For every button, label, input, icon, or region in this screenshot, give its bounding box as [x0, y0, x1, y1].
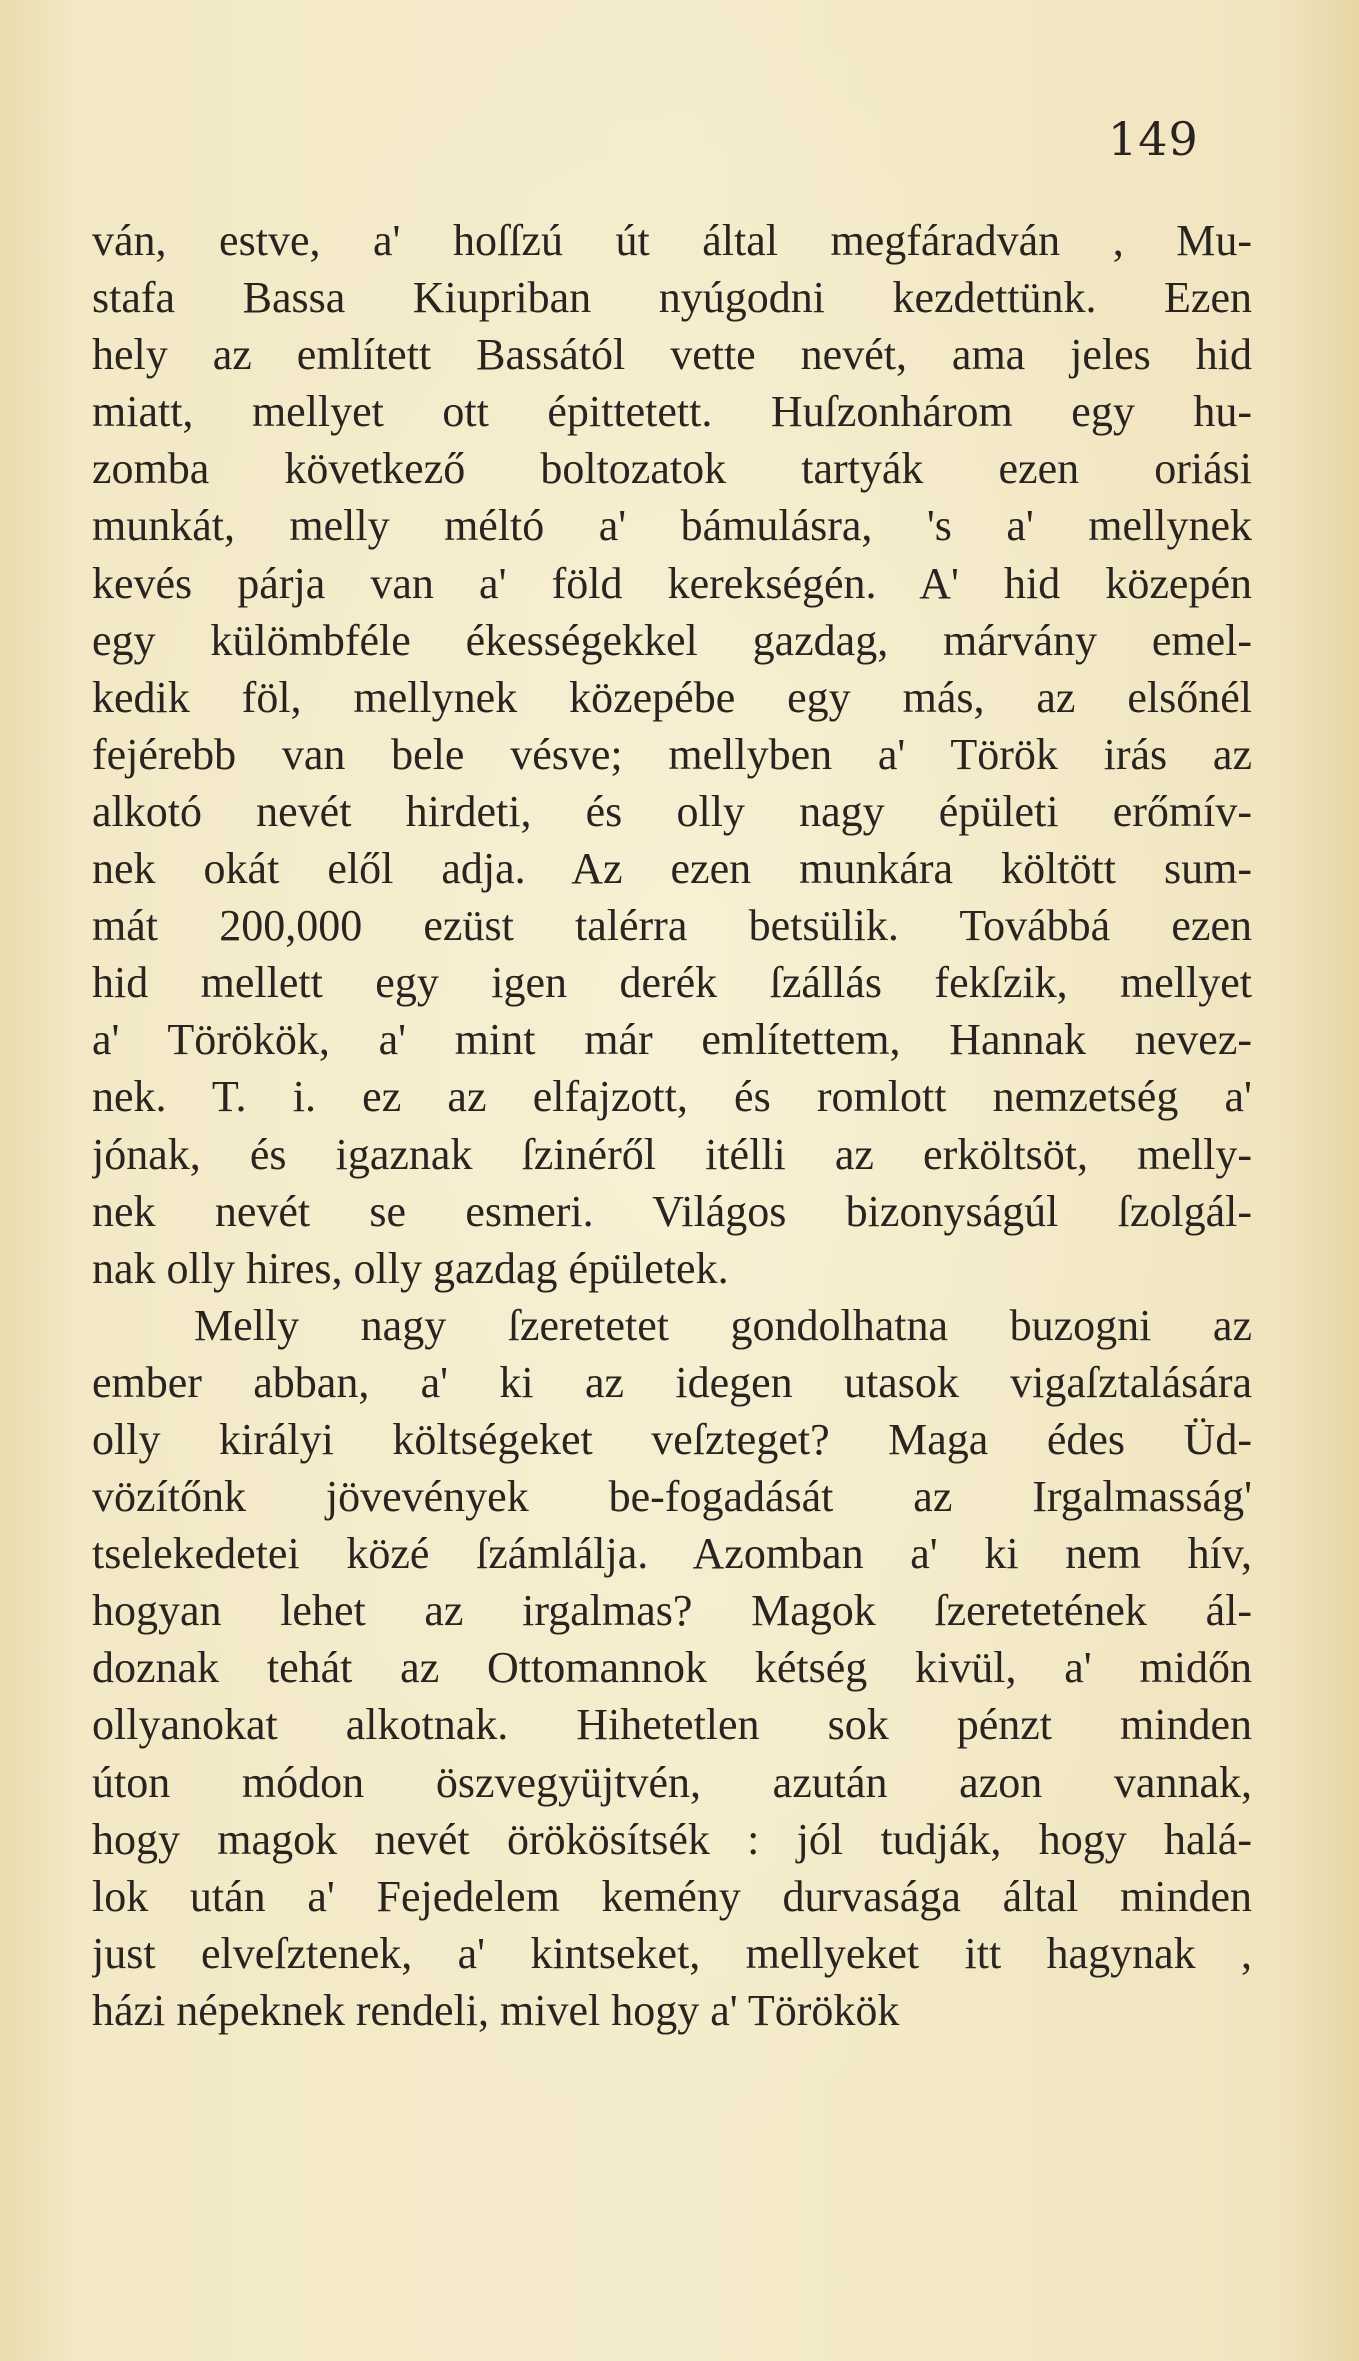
text-line: hogy magok nevét örökösítsék : jól tudják, hogy halá-	[92, 1814, 1252, 1864]
text-line: jónak, és igaznak ſzinéről itélli az erköltsöt, melly-	[92, 1129, 1252, 1179]
text-line: ollyanokat alkotnak. Hihetetlen sok pénzt minden	[92, 1700, 1252, 1750]
text-line: lok után a' Fejedelem kemény durvasága által minden	[92, 1871, 1252, 1921]
text-line: fejérebb van bele vésve; mellyben a' Török irás az	[92, 729, 1252, 779]
text-line: olly királyi költségeket veſzteget? Maga édes Üd-	[92, 1414, 1252, 1464]
text-line: zomba következő boltozatok tartyák ezen oriási	[92, 444, 1252, 494]
text-line: Melly nagy ſzeretetet gondolhatna buzogni az	[194, 1300, 1252, 1350]
text-line: hely az említett Bassától vette nevét, ama jeles hid	[92, 330, 1252, 380]
text-line: ván, estve, a' hoſſzú út által megfáradván , Mu-	[92, 216, 1252, 265]
text-line: hid mellett egy igen derék ſzállás fekſzik, mellyet	[92, 958, 1252, 1008]
text-line: stafa Bassa Kiupriban nyúgodni kezdettünk. Ezen	[92, 273, 1252, 323]
text-line: hogyan lehet az irgalmas? Magok ſzeretetének ál-	[92, 1586, 1252, 1636]
text-line: tselekedetei közé ſzámlálja. Azomban a' ki nem hív,	[92, 1529, 1252, 1579]
text-line: ember abban, a' ki az idegen utasok vigaſztalására	[92, 1357, 1252, 1407]
text-line: nak olly hires, olly gazdag épületek.	[92, 1243, 729, 1293]
page-number: 149	[1108, 112, 1199, 166]
text-line: alkotó nevét hirdeti, és olly nagy épületi erőmív-	[92, 786, 1252, 836]
text-line: nek nevét se esmeri. Világos bizonyságúl ſzolgál-	[92, 1186, 1252, 1236]
text-line: házi népeknek rendeli, mivel hogy a' Törökök	[92, 1985, 900, 2035]
text-line: egy külömbféle ékességekkel gazdag, márvány emel-	[92, 615, 1252, 665]
text-line: just elveſztenek, a' kintseket, mellyeket itt hagynak ,	[92, 1928, 1252, 1978]
text-line: munkát, melly méltó a' bámulásra, 's a' mellynek	[92, 501, 1252, 551]
text-line: mát 200,000 ezüst talérra betsülik. Továbbá ezen	[92, 901, 1252, 951]
text-line: miatt, mellyet ott épittetett. Huſzonhárom egy hu-	[92, 387, 1252, 437]
body-text	[92, 212, 1252, 2039]
text-line: kedik föl, mellynek közepébe egy más, az elsőnél	[92, 672, 1252, 722]
text-line: kevés párja van a' föld kerekségén. A' hid közepén	[92, 558, 1252, 608]
text-line: nek. T. i. ez az elfajzott, és romlott nemzetség a'	[92, 1072, 1252, 1122]
text-line: a' Törökök, a' mint már említettem, Hannak nevez-	[92, 1015, 1252, 1065]
text-line: vözítőnk jövevények be-fogadását az Irgalmasság'	[92, 1472, 1252, 1522]
text-line: doznak tehát az Ottomannok kétség kivül, a' midőn	[92, 1643, 1252, 1693]
text-line: nek okát elől adja. Az ezen munkára költött sum-	[92, 844, 1252, 894]
text-line: úton módon öszvegyüjtvén, azután azon vannak,	[92, 1757, 1252, 1807]
